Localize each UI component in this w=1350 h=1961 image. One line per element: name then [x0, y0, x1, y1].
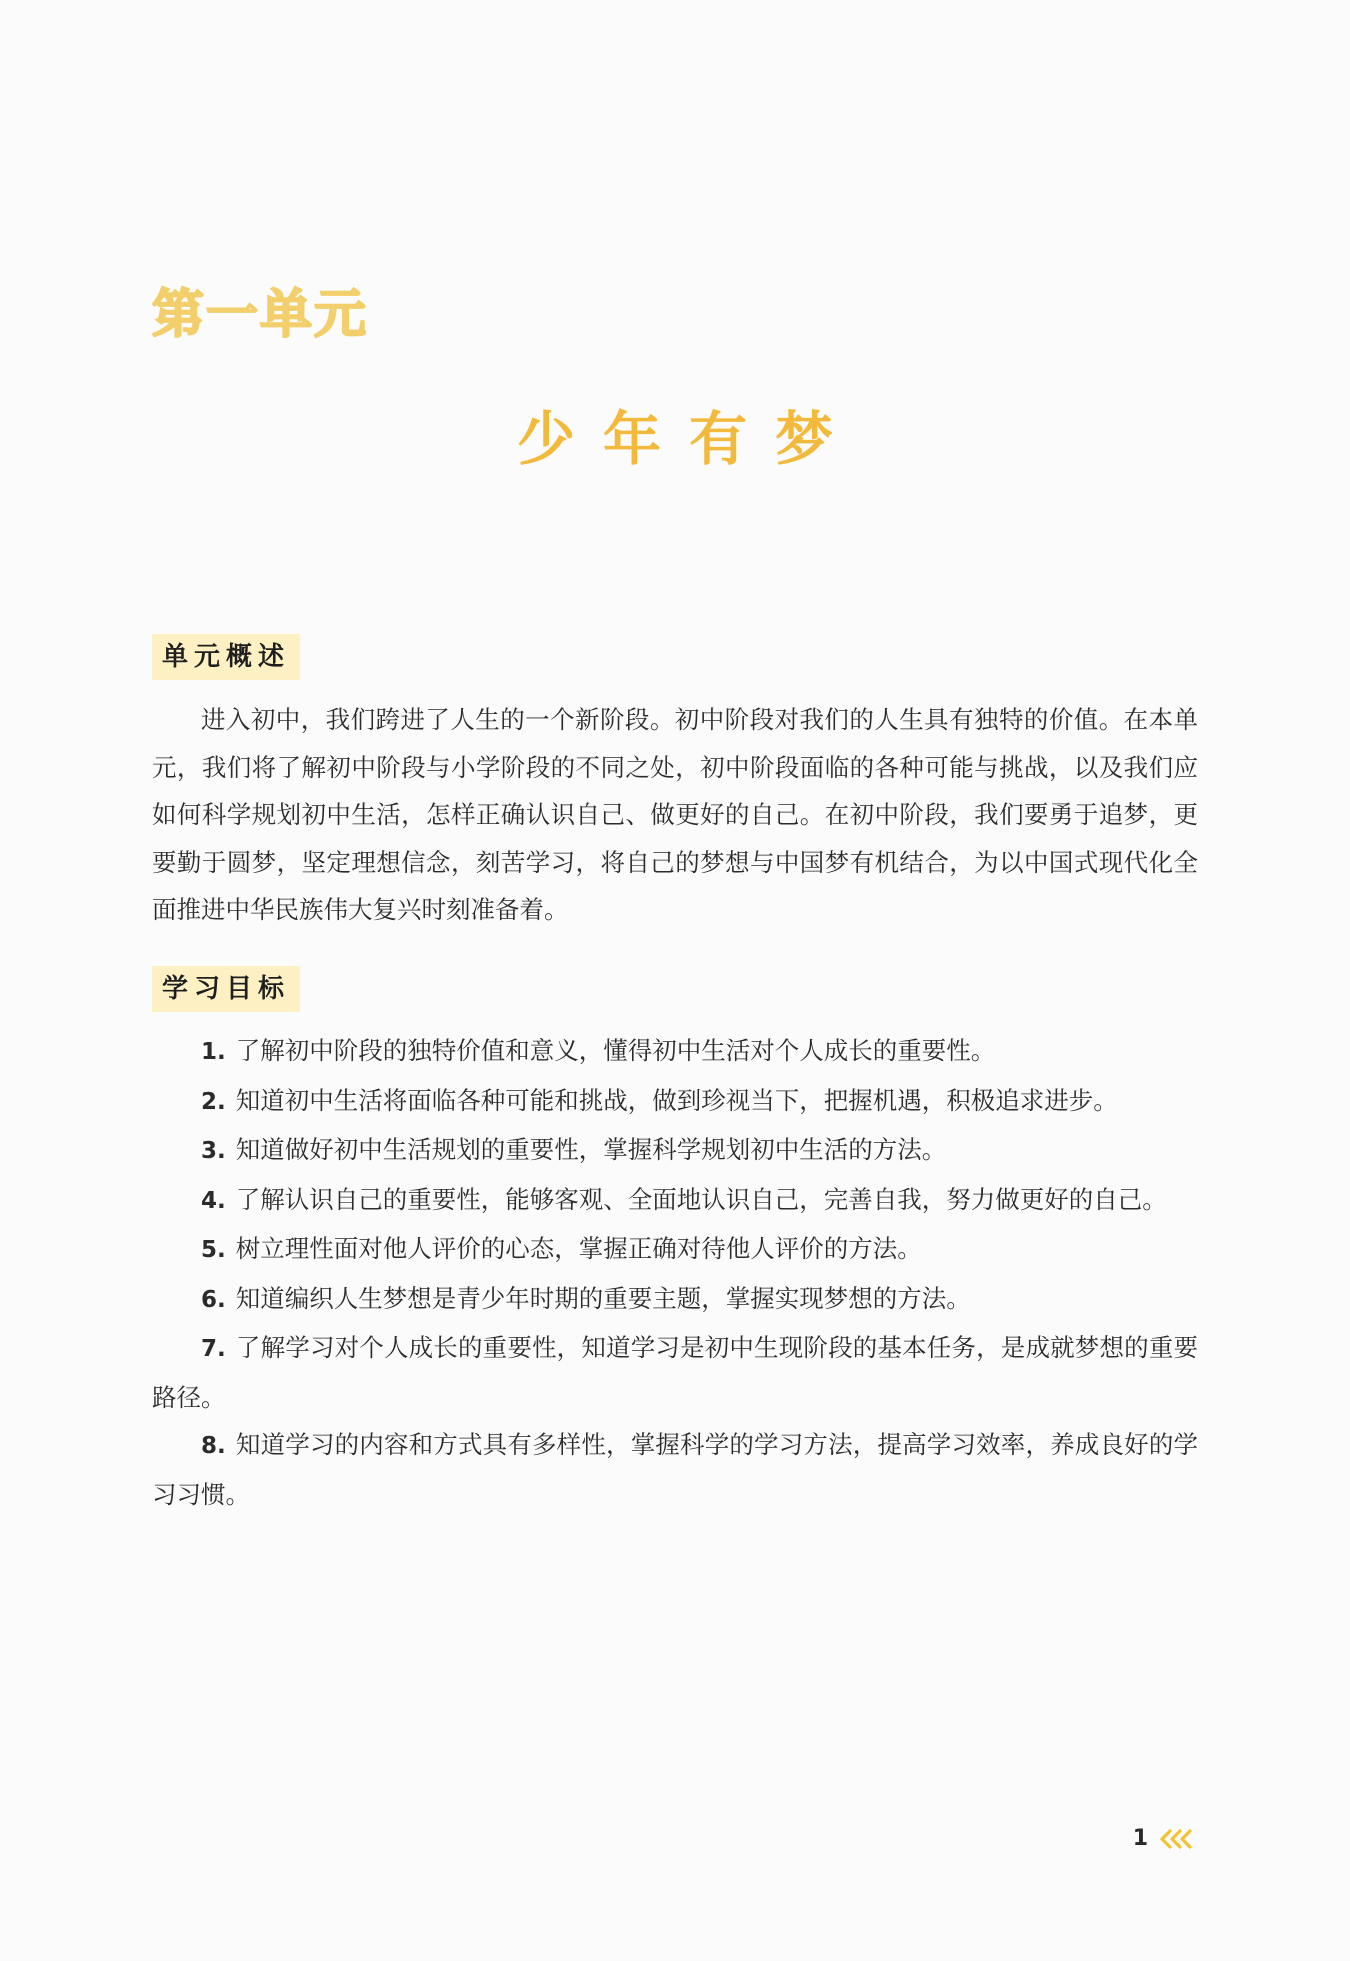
goal-number: 5.	[201, 1237, 226, 1263]
unit-label: 第一单元	[152, 285, 369, 345]
goal-item	[152, 1225, 1198, 1275]
goal-number: 7.	[201, 1336, 226, 1362]
goal-text: 知道做好初中生活规划的重要性，掌握科学规划初中生活的方法。	[235, 1135, 947, 1164]
goal-number: 2.	[201, 1088, 226, 1115]
goal-number: 8.	[201, 1433, 226, 1459]
goal-text: 知道初中生活将面临各种可能和挑战，做到珍视当下，把握机遇，积极追求进步。	[235, 1085, 1118, 1115]
goal-item	[152, 1176, 1198, 1226]
goal-number: 3.	[201, 1138, 226, 1164]
goal-text: 知道学习的内容和方式具有多样性，掌握科学的学习方法，提高学习效率，养成良好的学习习惯。	[152, 1430, 1198, 1509]
goal-item	[152, 1324, 1198, 1421]
goal-number: 1.	[201, 1039, 226, 1065]
goal-text: 了解认识自己的重要性，能够客观、全面地认识自己，完善自我，努力做更好的自己。	[235, 1184, 1167, 1214]
overview-heading: 单元概述	[152, 634, 300, 680]
goal-number: 6.	[201, 1286, 226, 1313]
goal-item	[152, 1027, 1198, 1077]
goal-text: 知道编织人生梦想是青少年时期的重要主题，掌握实现梦想的方法。	[235, 1283, 971, 1313]
page-footer	[1133, 1826, 1198, 1851]
chevron-left-triple-icon	[1158, 1827, 1198, 1851]
goal-item	[152, 1126, 1198, 1176]
goal-text: 树立理性面对他人评价的心态，掌握正确对待他人评价的方法。	[235, 1234, 922, 1263]
goal-number: 4.	[201, 1187, 226, 1214]
goals-heading: 学习目标	[152, 966, 300, 1012]
goals-list	[152, 1027, 1198, 1518]
goal-item	[152, 1077, 1198, 1127]
goal-item	[152, 1421, 1198, 1518]
overview-text: 进入初中，我们跨进了人生的一个新阶段。初中阶段对我们的人生具有独特的价值。在本单元，我们将了解初中阶段与小学阶段的不同之处，初中阶段面临的各种可能与挑战，以及我们应如何科学规划初中生活，怎样正确认识自己、做更好的自己。在初中阶段，我们要勇于追梦，更要勤于圆梦，坚定理想信念，刻苦学习，将自己的梦想与中国梦有机结合，为以中国式现代化全面推进中华民族伟大复兴时刻准备着。	[152, 705, 1198, 924]
goal-text: 了解学习对个人成长的重要性，知道学习是初中生现阶段的基本任务，是成就梦想的重要路径。	[152, 1333, 1198, 1412]
goal-item	[152, 1275, 1198, 1325]
page-number: 1	[1132, 1826, 1148, 1851]
goal-text: 了解初中阶段的独特价值和意义，懂得初中生活对个人成长的重要性。	[235, 1036, 996, 1065]
unit-title: 少年有梦	[516, 405, 861, 473]
